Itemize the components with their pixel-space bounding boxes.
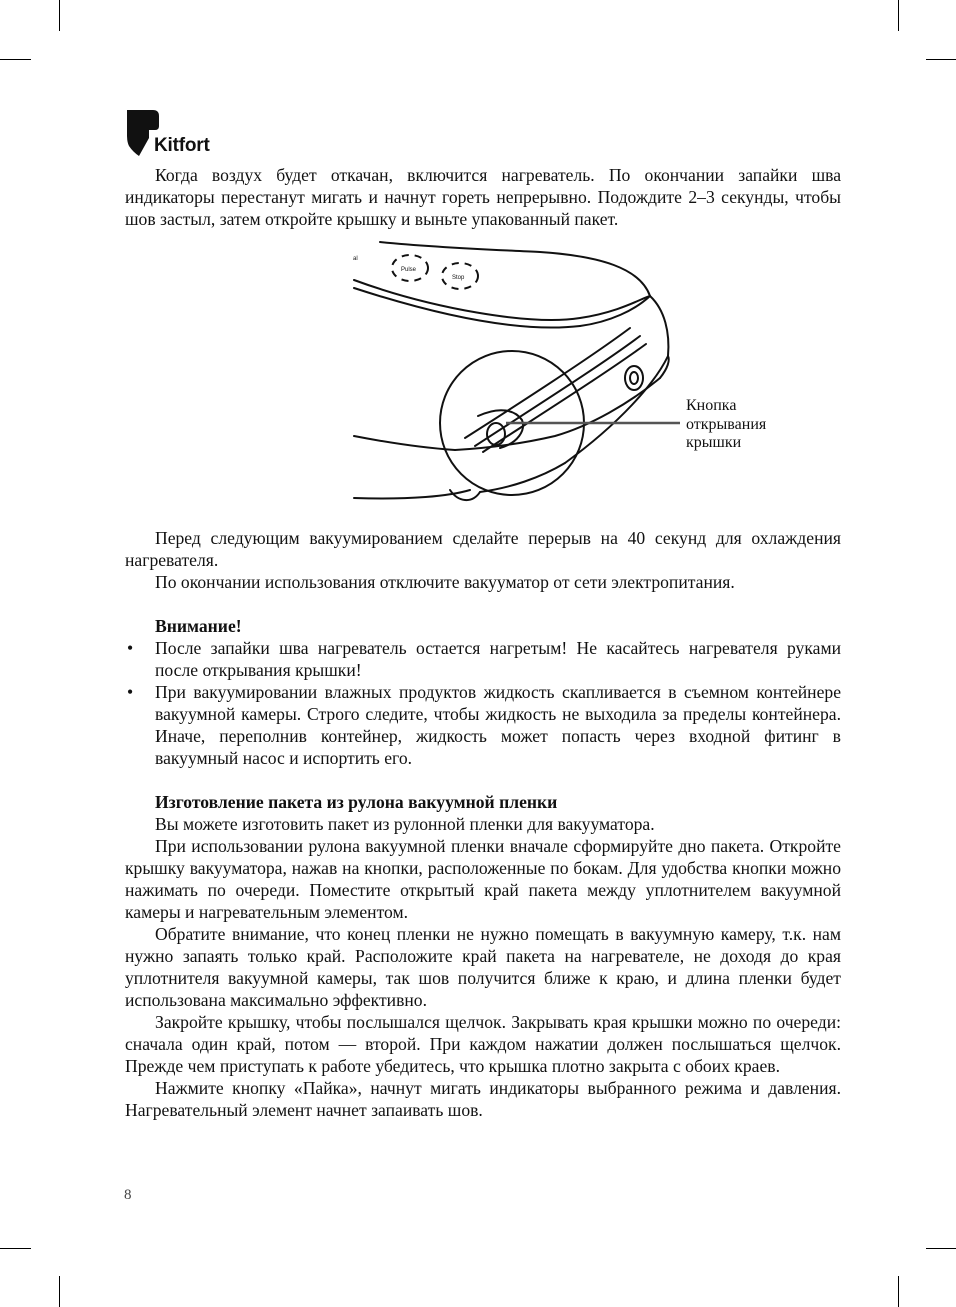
crop-mark xyxy=(0,1248,31,1249)
warning-item-text: После запайки шва нагреватель остается нагретым! Не касайтесь нагревателя руками после открывания крышки! xyxy=(155,638,841,680)
callout-line: Кнопка xyxy=(686,397,737,414)
post-figure-section xyxy=(125,527,841,593)
cooling-paragraph: Перед следующим вакуумированием сделайте перерыв на 40 секунд для охлаждения нагревателя. xyxy=(125,528,841,570)
vacuum-sealer-illustration xyxy=(350,238,790,508)
section-paragraph: Нажмите кнопку «Пайка», начнут мигать индикаторы выбранного режима и давления. Нагревательный элемент начнет запаивать шов. xyxy=(125,1078,841,1120)
warning-section xyxy=(125,615,841,769)
figure-button-label: Stop xyxy=(452,275,465,281)
callout-label xyxy=(686,397,766,453)
brand-name: Kitfort xyxy=(154,135,210,156)
crop-mark xyxy=(898,1276,899,1307)
crop-mark xyxy=(59,1276,60,1307)
section-paragraph: Вы можете изготовить пакет из рулонной пленки для вакууматора. xyxy=(155,814,655,834)
figure-button-label: Pulse xyxy=(401,267,417,273)
crop-mark xyxy=(59,0,60,31)
bullet-icon: • xyxy=(127,638,134,658)
section-paragraph: Закройте крышку, чтобы послышался щелчок. Закрывать края крышки можно по очереди: сначала один край, потом — второй. При каждом нажатии должен послышаться щелчок. Прежде чем приступать к работе убедитесь, что крышка плотно закрыта с обоих краев. xyxy=(125,1012,841,1076)
page-number: 8 xyxy=(124,1187,132,1203)
warning-item xyxy=(125,637,841,681)
intro-paragraph: Когда воздух будет откачан, включится нагреватель. По окончании запайки шва индикаторы перестанут мигать и начнут гореть непрерывно. Подождите 2–3 секунды, чтобы шов застыл, затем откройте крышку и выньте упакованный пакет. xyxy=(125,165,841,229)
callout-line: крышки xyxy=(686,434,742,451)
figure-button-label: al xyxy=(353,256,358,262)
unplug-paragraph: По окончании использования отключите вакууматор от сети электропитания. xyxy=(155,572,735,592)
section-paragraph: При использовании рулона вакуумной пленки вначале сформируйте дно пакета. Откройте крышку вакууматора, нажав на кнопки, расположенные по бокам. Для удобства кнопки можно нажимать по очереди. Поместите открытый край пакета между уплотнителем вакуумной камеры и нагревательным элементом. xyxy=(125,836,841,922)
crop-mark xyxy=(898,0,899,31)
crop-mark xyxy=(0,59,31,60)
crop-mark xyxy=(926,1248,956,1249)
intro-section xyxy=(125,164,841,230)
section-paragraph: Обратите внимание, что конец пленки не нужно помещать в вакуумную камеру, т.к. нам нужно запаять только край. Расположите край пакета на нагревателе, не доходя до края уплотнителя вакуумной камеры, так шов получится ближе к краю, и длина пленки будет использована максимально эффективно. xyxy=(125,924,841,1010)
roll-bag-section xyxy=(125,791,841,1121)
crop-mark xyxy=(926,59,956,60)
warning-item xyxy=(125,681,841,769)
section-title: Изготовление пакета из рулона вакуумной пленки xyxy=(155,792,558,812)
bullet-icon: • xyxy=(127,682,134,702)
warning-list xyxy=(125,637,841,769)
callout-line: открывания xyxy=(686,415,767,433)
warning-item-text: При вакуумировании влажных продуктов жидкость скапливается в съемном контейнере вакуумной камеры. Строго следите, чтобы жидкость не выходила за пределы контейнера. Иначе, переполнив контейнер, жидкость может попасть через входной фитинг в вакуумный насос и испортить его. xyxy=(155,682,841,768)
warning-title: Внимание! xyxy=(155,616,242,636)
